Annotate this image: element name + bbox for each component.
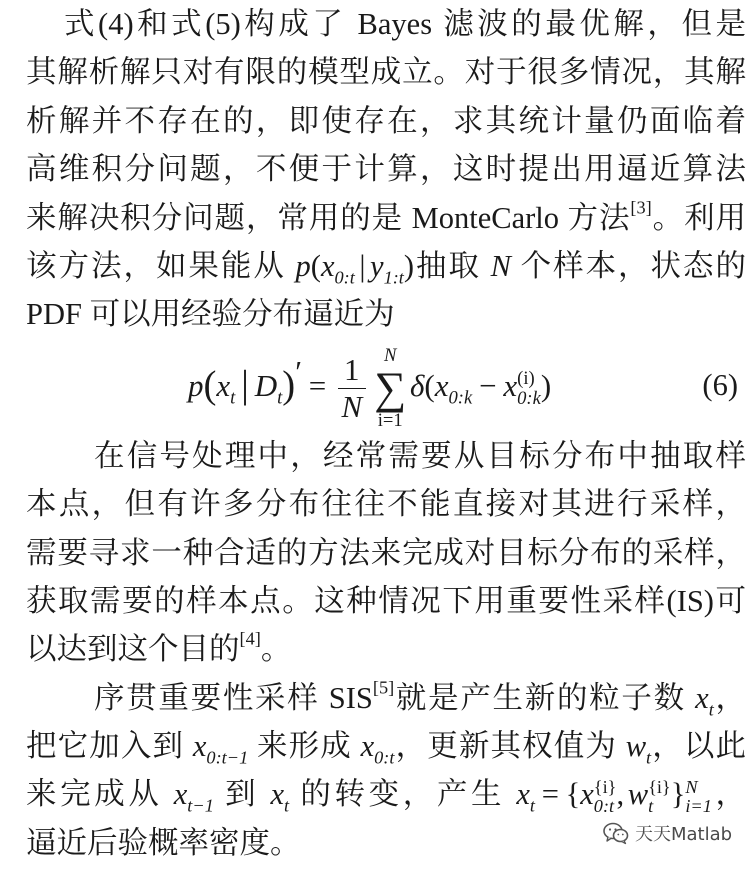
math-subscript: t (648, 796, 654, 817)
math-delta: δ (409, 367, 425, 403)
math-subscript: t (646, 747, 652, 768)
math-variable: D (254, 367, 278, 403)
math-subscript: 0:t (334, 267, 355, 288)
math-paren: ( (310, 248, 321, 283)
math-variable: x (695, 680, 709, 715)
citation: [5] (372, 677, 395, 698)
math-subscript: t (277, 387, 283, 409)
math-subscript: 1:t (383, 267, 404, 288)
text-line (26, 290, 746, 338)
math-variable: x (434, 367, 449, 403)
math-subscript: t−1 (187, 795, 214, 816)
sum-upper-limit: N (384, 344, 397, 366)
math-subscript: t (529, 795, 535, 816)
text-segment: 该方法，如果能从 (26, 248, 296, 283)
text-segment: 个样本，状态的 (510, 248, 747, 283)
math-subscript: 0:t−1 (206, 747, 249, 768)
text-segment: 高维积分问题，不便于计算，这时提出用逼近算法 (26, 152, 746, 187)
text-line (26, 242, 746, 290)
text-segment: 。 (260, 632, 292, 667)
math-subscript: 0:t (593, 796, 615, 817)
math-prime: ′ (295, 353, 302, 389)
text-segment: 把它加入到 (26, 729, 193, 764)
math-variable: p (188, 367, 204, 403)
math-paren: ) (540, 367, 552, 403)
math-brace: } (670, 777, 686, 812)
math-superscript: (i) (517, 368, 535, 390)
fraction-numerator: 1 (344, 352, 360, 388)
math-superscript: {i} (593, 776, 617, 797)
text-segment: 本点，但有许多分布往往不能直接对其进行采样， (26, 487, 746, 522)
text-segment: ， (713, 680, 747, 715)
text-segment: 来形成 (248, 729, 361, 764)
math-variable: y (370, 248, 384, 283)
sum-symbol: ∑ (374, 363, 407, 414)
math-brace: { (565, 777, 581, 812)
math-variable: x (270, 777, 285, 812)
math-variable: w (625, 729, 647, 764)
math-subscript: t (284, 795, 290, 816)
math-paren: ) (282, 363, 296, 407)
math-superscript: N (685, 776, 698, 797)
math-paren: ) (403, 248, 415, 283)
citation: [4] (239, 628, 261, 649)
text-line (26, 529, 746, 577)
math-minus: − (479, 367, 497, 403)
text-line (26, 770, 746, 818)
math-sup-sub-stack (517, 369, 541, 408)
math-subscript: 0:t (374, 747, 395, 768)
math-paren: ( (424, 367, 435, 403)
text-line (26, 0, 746, 48)
text-line (26, 48, 746, 96)
text-line (26, 480, 746, 528)
math-sup-sub-stack (685, 778, 712, 816)
math-subscript: i=1 (685, 796, 712, 817)
math-variable: x (173, 777, 188, 812)
math-equals: = (308, 367, 327, 403)
math-paren: ( (203, 363, 217, 407)
math-bar: | (241, 363, 249, 407)
watermark-text: 天天Matlab (635, 824, 733, 845)
math-variable: x (192, 729, 207, 764)
math-variable: x (320, 248, 335, 283)
text-segment: 序贯重要性采样 SIS (94, 680, 373, 715)
text-segment: 其解析解只对有限的模型成立。对于很多情况，其解 (26, 55, 746, 90)
math-superscript: {i} (648, 776, 671, 797)
math-bar: | (359, 248, 366, 283)
text-segment: PDF 可以用经验分布逼近为 (26, 297, 395, 332)
math-comma: , (616, 777, 625, 812)
paper-text-body (26, 0, 746, 867)
text-segment: 来完成从 (26, 777, 174, 812)
math-subscript: t (230, 387, 236, 409)
text-segment: ，以此 (651, 729, 747, 764)
math-fraction (338, 352, 366, 424)
math-subscript: t (708, 699, 714, 719)
math-variable: x (216, 367, 231, 403)
text-segment: 获取需要的样本点。这种情况下用重要性采样(IS)可 (26, 583, 746, 618)
text-segment: ，更新其权值为 (394, 729, 626, 764)
text-line (26, 625, 746, 673)
equation-number: (6) (702, 367, 738, 402)
text-segment: 以达到这个目的 (26, 632, 240, 667)
text-segment: 。利用 (651, 200, 746, 235)
text-segment: 在信号处理中，经常需要从目标分布中抽取样 (94, 438, 746, 473)
text-segment: 析解并不存在的，即使存在，求其统计量仍面临着 (26, 103, 746, 138)
text-segment: 逼近后验概率密度。 (26, 825, 301, 860)
text-line (26, 722, 746, 770)
text-segment: ， (711, 777, 747, 812)
math-variable: p (295, 248, 311, 283)
math-variable: x (516, 777, 530, 812)
math-variable: x (503, 367, 518, 403)
fraction-denominator: N (338, 388, 366, 425)
citation: [3] (630, 196, 652, 217)
math-variable: x (360, 729, 375, 764)
sum-lower-limit: i=1 (377, 410, 403, 432)
math-summation (374, 346, 406, 432)
equation-6 (26, 339, 746, 432)
text-line (26, 577, 746, 625)
text-segment: 就是产生新的粒子数 (394, 680, 696, 715)
math-sup-sub-stack (648, 778, 671, 816)
math-equals: = (541, 777, 559, 812)
text-line (26, 432, 746, 480)
math-variable: w (627, 777, 649, 812)
math-subscript: 0:k (517, 387, 541, 409)
text-segment: 式(4)和式(5)构成了 Bayes 滤波的最优解，但是 (64, 7, 746, 41)
wechat-icon (603, 821, 629, 845)
text-line (26, 674, 746, 722)
math-subscript: 0:k (448, 387, 473, 409)
math-variable: x (580, 777, 594, 812)
text-segment: 抽取 (414, 248, 491, 283)
text-segment: 来解决积分问题，常用的是 MonteCarlo 方法 (26, 200, 631, 235)
text-line (26, 194, 746, 242)
text-segment: 到 (213, 777, 271, 812)
text-segment: 需要寻求一种合适的方法来完成对目标分布的采样， (26, 535, 746, 570)
equation-body (188, 339, 551, 432)
math-variable: N (490, 248, 511, 283)
math-sup-sub-stack (594, 778, 617, 816)
text-line (26, 145, 746, 193)
text-segment: 的转变，产生 (289, 777, 517, 812)
text-line (26, 97, 746, 145)
watermark (603, 819, 732, 847)
